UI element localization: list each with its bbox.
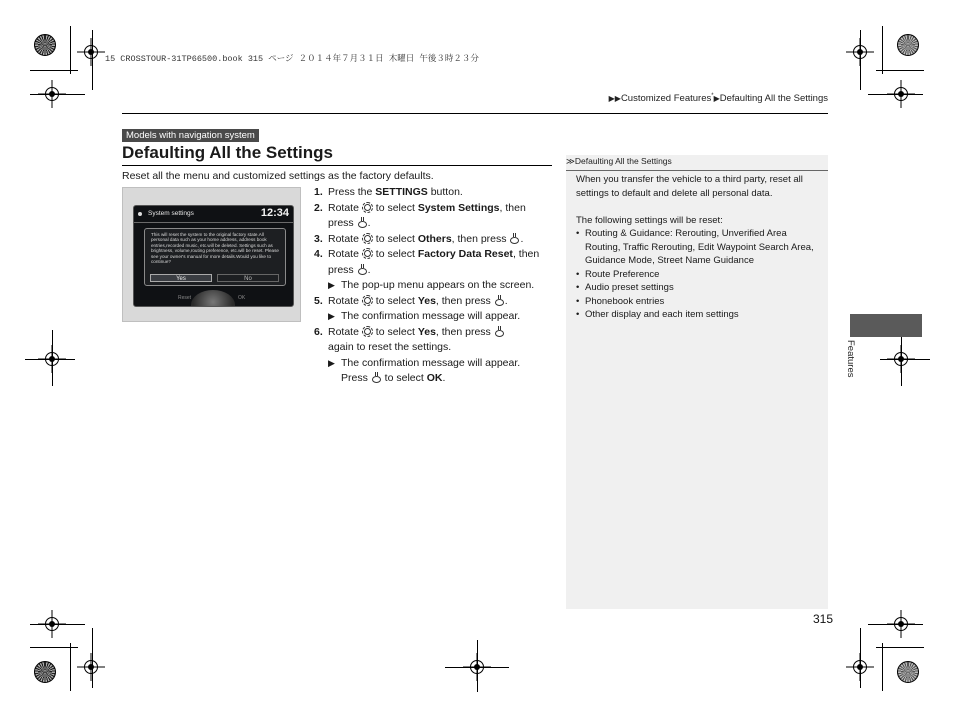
step-2 bbox=[314, 201, 554, 232]
step-text: . bbox=[367, 263, 371, 276]
color-rosette bbox=[897, 661, 919, 683]
press-dial-icon bbox=[357, 264, 368, 275]
color-rosette bbox=[34, 34, 56, 56]
rotate-dial-icon bbox=[362, 326, 373, 337]
press-dial-icon bbox=[371, 372, 382, 383]
settings-dot-icon bbox=[138, 212, 142, 216]
step-text: Rotate bbox=[328, 325, 362, 338]
step-text: to select bbox=[372, 232, 418, 245]
procedure-steps bbox=[314, 185, 554, 387]
result-text: The confirmation message will appear. bbox=[341, 356, 521, 369]
step-number: 4. bbox=[314, 248, 323, 260]
dialog-yes-button: Yes bbox=[150, 274, 212, 282]
step-text: Rotate bbox=[328, 248, 362, 260]
result-text: The pop-up menu appears on the screen. bbox=[341, 279, 535, 291]
note-body bbox=[576, 173, 821, 322]
step-text: , then press bbox=[435, 325, 494, 338]
result-arrow-icon: ▶ bbox=[328, 357, 335, 368]
step-text: Press the bbox=[328, 186, 376, 198]
screen-title: System settings bbox=[148, 210, 194, 217]
menu-item-label: System Settings bbox=[417, 201, 500, 214]
breadcrumb-separator-icon: ▶ bbox=[713, 94, 720, 104]
screen-illustration bbox=[122, 187, 301, 322]
result-text: Press bbox=[341, 372, 371, 384]
rotate-dial-icon bbox=[362, 295, 373, 306]
rotate-dial-icon bbox=[362, 233, 373, 244]
step-text: . bbox=[504, 294, 508, 307]
menu-item-label: Yes bbox=[417, 325, 436, 338]
step-text: , then press bbox=[451, 232, 510, 245]
page-title: Defaulting All the Settings bbox=[122, 143, 333, 162]
menu-item-label: Others bbox=[417, 232, 452, 245]
step-text: . bbox=[367, 217, 371, 229]
step-number: 3. bbox=[314, 232, 323, 245]
rotate-dial-icon bbox=[362, 248, 373, 259]
color-rosette bbox=[897, 34, 919, 56]
ok-label: OK bbox=[426, 372, 443, 384]
rotate-dial-icon bbox=[362, 202, 373, 213]
step-text: button. bbox=[427, 186, 463, 198]
step-5-result bbox=[314, 309, 554, 325]
screen-clock: 12:34 bbox=[260, 207, 289, 219]
screen-divider bbox=[134, 222, 293, 223]
registration-mark bbox=[84, 660, 98, 674]
step-number: 5. bbox=[314, 294, 323, 307]
step-text: Rotate bbox=[328, 294, 362, 307]
print-header: 15 CROSSTOUR-31TP66500.book 315 ページ ２０１４年７月３１日 木曜日 午後３時２３分 bbox=[105, 54, 479, 64]
note-heading-text: Defaulting All the Settings bbox=[574, 156, 672, 166]
step-number: 6. bbox=[314, 325, 323, 338]
interface-dial-graphic bbox=[191, 290, 235, 307]
list-item: • Phonebook entries bbox=[576, 295, 821, 309]
step-text: to select bbox=[372, 201, 418, 214]
registration-mark bbox=[45, 617, 59, 631]
screen-hint-right: OK bbox=[238, 295, 246, 301]
step-text: Rotate bbox=[328, 201, 362, 214]
step-text: again to reset the settings. bbox=[328, 341, 452, 353]
registration-mark bbox=[894, 87, 908, 101]
step-4-result bbox=[314, 278, 554, 294]
note-heading bbox=[566, 155, 828, 170]
breadcrumb-item[interactable]: Customized Features bbox=[620, 93, 712, 105]
step-text: , then press bbox=[328, 201, 526, 229]
screen-hint-left: Reset bbox=[178, 295, 192, 301]
result-arrow-icon: ▶ bbox=[328, 311, 335, 321]
list-item: • Route Preference bbox=[576, 268, 821, 282]
step-text: Rotate bbox=[328, 232, 362, 245]
step-number: 1. bbox=[314, 186, 323, 198]
result-text: to select bbox=[381, 372, 427, 384]
page-number: 315 bbox=[813, 612, 834, 626]
result-text: . bbox=[442, 372, 446, 384]
press-dial-icon bbox=[357, 217, 368, 228]
settings-button-label: SETTINGS bbox=[375, 186, 428, 198]
cross-reference-icon: ≫ bbox=[566, 156, 575, 166]
intro-text: Reset all the menu and customized settings as the factory defaults. bbox=[122, 170, 434, 182]
nav-display bbox=[133, 205, 294, 307]
list-item: • Audio preset settings bbox=[576, 281, 821, 295]
header-rule bbox=[122, 113, 828, 114]
navigation-models-badge: Models with navigation system bbox=[122, 129, 259, 142]
reset-dialog bbox=[144, 228, 286, 286]
note-paragraph: When you transfer the vehicle to a third party, reset all settings to default and delete all personal data. bbox=[576, 174, 803, 199]
dialog-no-button: No bbox=[217, 274, 279, 282]
chapter-tab-label: Features bbox=[845, 340, 856, 378]
press-dial-icon bbox=[494, 326, 505, 337]
step-6 bbox=[314, 325, 554, 356]
step-text: to select bbox=[372, 294, 418, 307]
registration-mark bbox=[853, 660, 867, 674]
step-5 bbox=[314, 294, 554, 310]
menu-item-label: Yes bbox=[417, 294, 436, 307]
asterisk-mark: * bbox=[711, 93, 714, 99]
step-6-result bbox=[314, 356, 554, 387]
breadcrumb-arrow-icon: ▶▶ bbox=[608, 94, 621, 104]
step-number: 2. bbox=[314, 201, 323, 214]
step-1 bbox=[314, 185, 554, 201]
menu-item-label: Factory Data Reset bbox=[417, 248, 513, 260]
chapter-tab[interactable] bbox=[850, 314, 922, 337]
press-dial-icon bbox=[509, 233, 520, 244]
step-4 bbox=[314, 247, 554, 278]
note-panel bbox=[566, 155, 828, 609]
reset-items-list bbox=[576, 227, 821, 322]
title-rule bbox=[122, 165, 552, 166]
breadcrumb bbox=[609, 93, 828, 104]
registration-mark bbox=[894, 617, 908, 631]
step-text: . bbox=[520, 232, 524, 245]
registration-mark bbox=[84, 45, 98, 59]
note-paragraph: The following settings will be reset: bbox=[576, 214, 723, 226]
dialog-message: This will reset the system to the original factory state.All personal data such as your home address, address book entries,recorded music, etc.will be deleted. Settings such as brightness, volume,routing preference, etc.will be reset. Please see your owner's manual for more details.Would you like to continue? bbox=[151, 232, 279, 265]
press-dial-icon bbox=[494, 295, 505, 306]
note-heading-rule bbox=[566, 170, 828, 171]
step-text: , then press bbox=[435, 294, 494, 307]
registration-mark bbox=[45, 87, 59, 101]
breadcrumb-current: Defaulting All the Settings bbox=[719, 93, 828, 105]
step-text: , then press bbox=[328, 248, 540, 276]
step-text: to select bbox=[372, 248, 418, 260]
registration-mark bbox=[853, 45, 867, 59]
result-text: The confirmation message will appear. bbox=[341, 310, 521, 322]
step-text: to select bbox=[372, 325, 418, 338]
list-item: • Routing & Guidance: Rerouting, Unverified Area Routing, Traffic Rerouting, Edit Waypoint Search Area, Guidance Mode, Street Name Guidance bbox=[576, 227, 821, 268]
list-item: • Other display and each item settings bbox=[576, 308, 821, 322]
result-arrow-icon: ▶ bbox=[328, 280, 335, 290]
color-rosette bbox=[34, 661, 56, 683]
step-3 bbox=[314, 232, 554, 248]
